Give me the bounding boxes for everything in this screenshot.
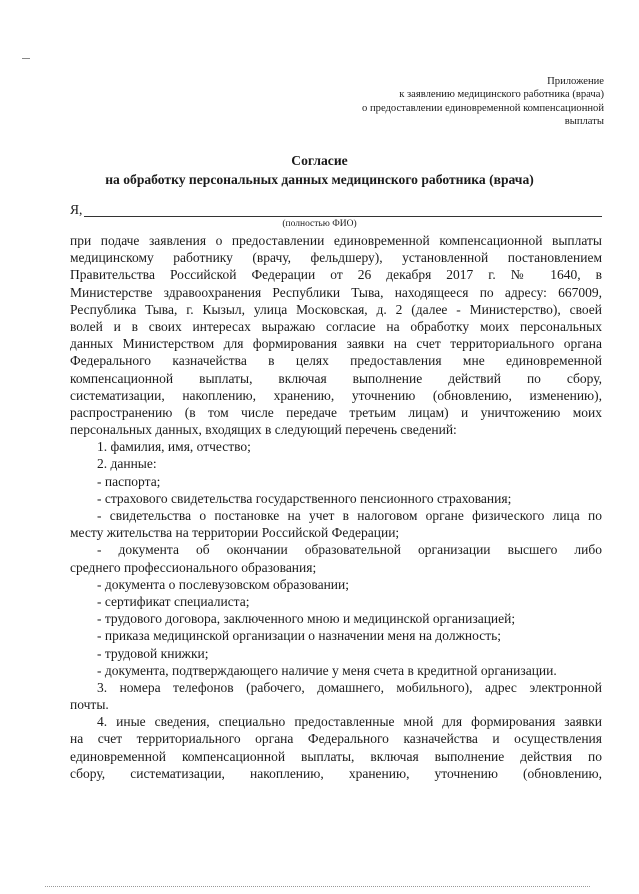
appendix-line: о предоставлении единовременной компенсационной <box>362 102 604 114</box>
body-line: 3. номера телефонов (рабочего, домашнего, мобильного), адрес электронной <box>97 679 602 695</box>
consent-body-text <box>70 232 602 782</box>
body-line: сбору, систематизации, накоплению, хранению, уточнению (обновлению, <box>70 765 602 781</box>
body-line: компенсационной выплаты, включая выполнение действий по сбору, <box>70 370 602 386</box>
margin-mark <box>22 58 30 59</box>
body-line: Правительства Российской Федерации от 26 декабря 2017 г. № 1640, в <box>70 267 602 283</box>
body-line: - приказа медицинской организации о назначении меня на должность; <box>97 628 502 644</box>
body-line: среднего профессионального образования; <box>70 559 317 575</box>
body-line: - документа, подтверждающего наличие у меня счета в кредитной организации. <box>97 662 557 678</box>
appendix-line: выплаты <box>564 115 604 127</box>
document-title: Согласие <box>291 153 348 168</box>
body-line: 2. данные: <box>97 456 157 472</box>
fio-blank-line[interactable] <box>84 216 602 217</box>
body-line: 4. иные сведения, специально предоставленные мной для формирования заявки <box>97 714 602 730</box>
body-line: распространению (в том числе передаче третьим лицам) и уничтожению моих <box>70 404 602 420</box>
appendix-line: Приложение <box>547 76 604 87</box>
body-line: - сертификат специалиста; <box>97 593 250 609</box>
document-subtitle: на обработку персональных данных медицинского работника (врача) <box>105 172 534 187</box>
body-line: Республика Тыва, г. Кызыл, улица Московская, д. 2 (далее - Министерство), своей <box>70 301 602 317</box>
body-line: - трудовой книжки; <box>97 645 209 661</box>
body-line: единовременной компенсационной выплаты, включая выполнение действия по <box>70 748 602 764</box>
body-line: персональных данных, входящих в следующий перечень сведений: <box>70 422 457 438</box>
body-line: на счет территориального органа Федерального казначейства и осуществления <box>70 731 602 747</box>
fio-field-row <box>70 202 602 218</box>
body-line: - документа о послевузовском образовании; <box>97 576 349 592</box>
body-line: при подаче заявления о предоставлении единовременной компенсационной выплаты <box>70 233 602 248</box>
appendix-line: к заявлению медицинского работника (врача) <box>399 89 604 101</box>
body-line: почты. <box>70 697 109 713</box>
body-line: волей и в своих интересах выражаю согласие на обработку моих персональных <box>70 318 602 334</box>
body-line: - документа об окончании образовательной организации высшего либо <box>97 542 602 558</box>
body-line: 1. фамилия, имя, отчество; <box>97 439 251 455</box>
fio-caption: (полностью ФИО) <box>282 219 357 229</box>
body-line: Федерального казначейства в целях предоставления мне единовременной <box>70 353 602 369</box>
body-line: медицинскому работнику (врачу, фельдшеру), установленной постановлением <box>70 250 602 266</box>
body-line: - страхового свидетельства государственного пенсионного страхования; <box>97 490 512 506</box>
body-line: - свидетельства о постановке на учет в налоговом органе физического лица по <box>97 508 602 523</box>
bottom-dotted-line <box>45 886 590 887</box>
body-line: Министерстве здравоохранения Республики Тыва, находящееся по адресу: 667009, <box>70 284 602 300</box>
body-line: - паспорта; <box>97 473 161 489</box>
body-line: месту жительства на территории Российской Федерации; <box>70 525 400 541</box>
body-line: - трудового договора, заключенного мною и медицинской организацией; <box>97 611 516 627</box>
ya-label: Я, <box>70 202 83 217</box>
body-line: данных Министерством для формирования заявки на счет территориального органа <box>70 336 602 352</box>
body-line: систематизации, накоплению, хранению, уточнению (обновлению, изменению), <box>70 387 602 403</box>
appendix-note <box>362 75 604 128</box>
